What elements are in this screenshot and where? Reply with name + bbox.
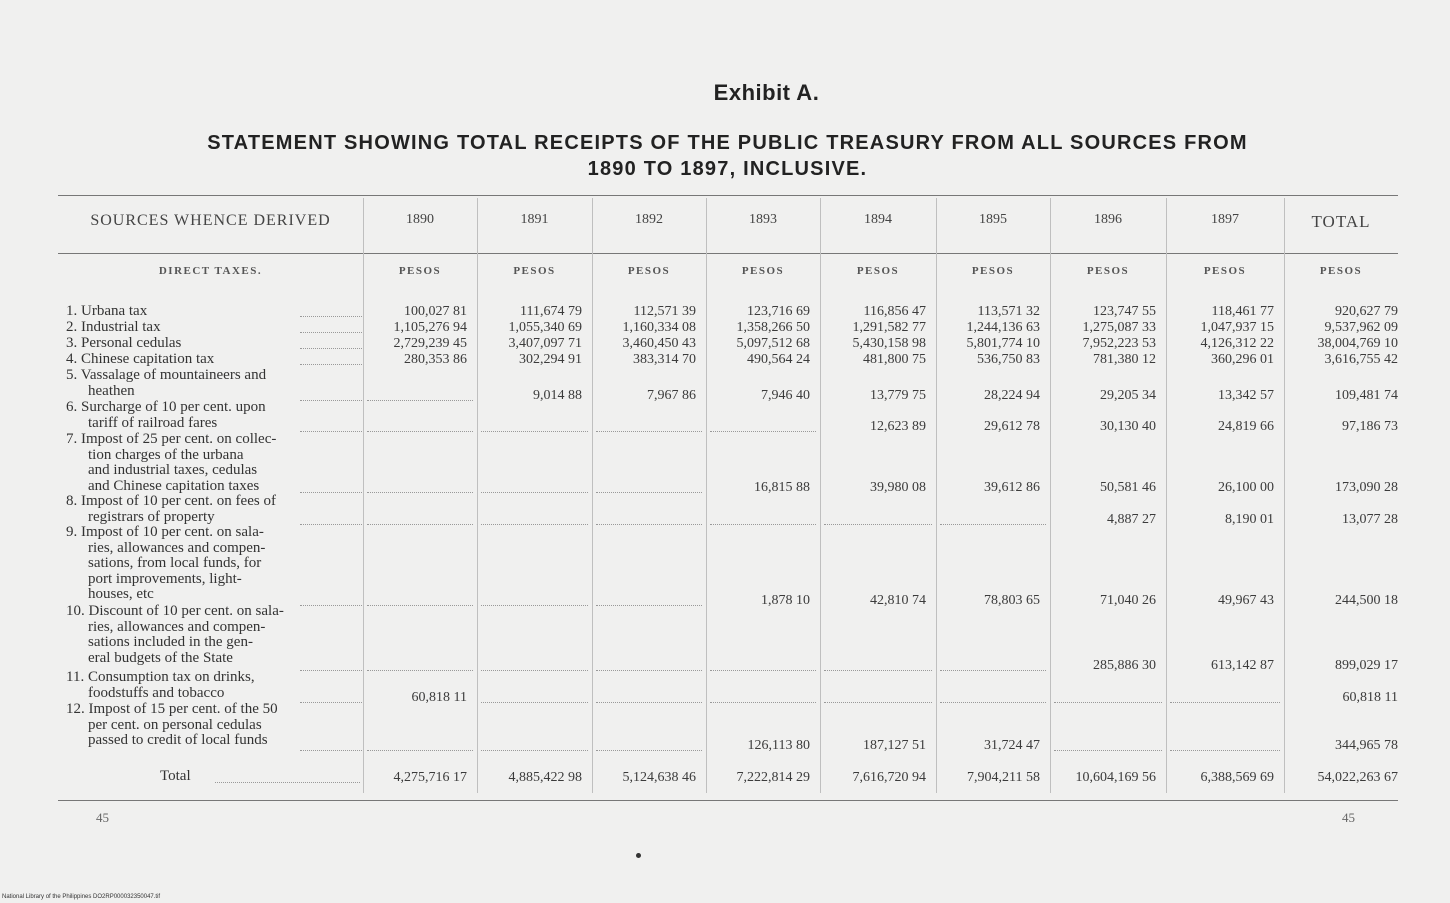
row-total: 9,537,962 09 — [1324, 320, 1398, 335]
statement-title — [100, 130, 1355, 182]
row-label-line: 2. Industrial tax — [66, 319, 161, 335]
cell-value: 1,160,334 08 — [622, 320, 696, 335]
row-label-line: houses, etc — [88, 586, 154, 603]
row-total: 109,481 74 — [1335, 388, 1398, 403]
row-label-line: 1. Urbana tax — [66, 303, 148, 319]
cell-value: 100,027 81 — [404, 304, 467, 319]
row-label-line: tion charges of the urbana — [88, 446, 244, 463]
cell-value: 71,040 26 — [1100, 593, 1156, 608]
cell-value: 360,296 01 — [1211, 352, 1274, 367]
header-year-1895: 1895 — [979, 212, 1007, 227]
table-bottom-rule — [58, 800, 1398, 801]
row-label — [66, 702, 364, 749]
cell-value: 1,358,266 50 — [736, 320, 810, 335]
cell-value: 1,244,136 63 — [966, 320, 1040, 335]
cell-value: 49,967 43 — [1218, 593, 1274, 608]
cell-value: 5,801,774 10 — [966, 336, 1040, 351]
cell-value: 3,460,450 43 — [622, 336, 696, 351]
empty-cell-leader — [940, 524, 1046, 525]
row-label-line: ries, allowances and compen- — [88, 539, 266, 556]
row-label-line: ries, allowances and compen- — [88, 618, 266, 635]
cell-value: 3,407,097 71 — [508, 336, 582, 351]
cell-value: 24,819 66 — [1218, 419, 1274, 434]
cell-value: 123,747 55 — [1093, 304, 1156, 319]
header-year-1896: 1896 — [1094, 212, 1122, 227]
row-label-line: 8. Impost of 10 per cent. on fees of — [66, 493, 276, 509]
label-leader — [300, 492, 362, 493]
cell-value: 4,887 27 — [1107, 512, 1156, 527]
cell-value: 5,430,158 98 — [852, 336, 926, 351]
cell-value: 613,142 87 — [1211, 658, 1274, 673]
cell-value: 118,461 77 — [1211, 304, 1274, 319]
empty-cell-leader — [481, 750, 588, 751]
cell-value: 781,380 12 — [1093, 352, 1156, 367]
cell-value: 112,571 39 — [633, 304, 696, 319]
cell-value: 7,952,223 53 — [1082, 336, 1156, 351]
total-cell: 7,616,720 94 — [852, 770, 926, 785]
table-header-rule — [58, 253, 1398, 254]
row-label-line: tariff of railroad fares — [88, 414, 218, 431]
row-total: 920,627 79 — [1335, 304, 1398, 319]
row-label-line: registrars of property — [88, 508, 215, 525]
cell-value: 16,815 88 — [754, 480, 810, 495]
cell-value: 13,779 75 — [870, 388, 926, 403]
cell-value: 42,810 74 — [870, 593, 926, 608]
row-label-line: 4. Chinese capitation tax — [66, 351, 215, 367]
total-cell: 6,388,569 69 — [1200, 770, 1274, 785]
subheader-pesos: PESOS — [1203, 265, 1247, 277]
label-leader — [300, 316, 362, 317]
cell-value: 1,055,340 69 — [508, 320, 582, 335]
subheader-pesos: PESOS — [741, 265, 785, 277]
empty-cell-leader — [367, 605, 473, 606]
cell-value: 29,205 34 — [1100, 388, 1156, 403]
total-cell: 4,885,422 98 — [508, 770, 582, 785]
row-label-line: port improvements, light- — [88, 570, 242, 587]
empty-cell-leader — [710, 670, 816, 671]
header-year-1894: 1894 — [864, 212, 892, 227]
empty-cell-leader — [1170, 702, 1280, 703]
empty-cell-leader — [596, 492, 702, 493]
total-label: Total — [160, 768, 191, 784]
empty-cell-leader — [710, 524, 816, 525]
row-label-line: 10. Discount of 10 per cent. on sala- — [66, 603, 284, 619]
exhibit-heading: Exhibit A. — [713, 80, 820, 105]
empty-cell-leader — [367, 750, 473, 751]
column-divider — [592, 198, 593, 793]
row-label — [66, 352, 364, 368]
cell-value: 29,612 78 — [984, 419, 1040, 434]
cell-value: 302,294 91 — [519, 352, 582, 367]
cell-value: 126,113 80 — [747, 738, 810, 753]
cell-value: 536,750 83 — [977, 352, 1040, 367]
page-number-right: 45 — [1342, 810, 1355, 825]
row-total: 899,029 17 — [1335, 658, 1398, 673]
label-leader — [300, 750, 362, 751]
empty-cell-leader — [940, 702, 1046, 703]
row-total: 60,818 11 — [1342, 690, 1398, 705]
row-label-line: 6. Surcharge of 10 per cent. upon — [66, 399, 266, 415]
subheader-pesos: PESOS — [398, 265, 442, 277]
cell-value: 1,047,937 15 — [1200, 320, 1274, 335]
row-label-line: sations included in the gen- — [88, 634, 253, 651]
cell-value: 280,353 86 — [404, 352, 467, 367]
header-source: SOURCES WHENCE DERIVED — [90, 212, 331, 229]
empty-cell-leader — [481, 670, 588, 671]
subheader-pesos: PESOS — [513, 265, 556, 277]
row-label-line: 12. Impost of 15 per cent. of the 50 — [66, 701, 278, 717]
row-label-line: eral budgets of the State — [88, 649, 233, 666]
header-total: TOTAL — [1311, 212, 1371, 231]
row-label-line: and industrial taxes, cedulas — [88, 462, 258, 479]
cell-value: 9,014 88 — [533, 388, 582, 403]
cell-value: 111,674 79 — [520, 304, 582, 319]
row-label-line: passed to credit of local funds — [88, 732, 268, 749]
empty-cell-leader — [367, 400, 473, 401]
subheader-pesos: PESOS — [627, 265, 671, 277]
cell-value: 7,946 40 — [761, 388, 810, 403]
label-leader — [300, 348, 362, 349]
cell-value: 13,342 57 — [1218, 388, 1274, 403]
empty-cell-leader — [596, 750, 702, 751]
row-label-line: and Chinese capitation taxes — [88, 477, 260, 494]
cell-value: 50,581 46 — [1100, 480, 1156, 495]
cell-value: 187,127 51 — [863, 738, 926, 753]
row-label — [66, 670, 364, 701]
empty-cell-leader — [481, 605, 588, 606]
cell-value: 4,126,312 22 — [1200, 336, 1274, 351]
cell-value: 481,800 75 — [863, 352, 926, 367]
row-label — [66, 320, 364, 336]
empty-cell-leader — [481, 524, 588, 525]
row-label — [66, 604, 364, 666]
cell-value: 78,803 65 — [984, 593, 1040, 608]
title-line-2: 1890 TO 1897, INCLUSIVE. — [587, 158, 868, 180]
cell-value: 285,886 30 — [1093, 658, 1156, 673]
empty-cell-leader — [481, 431, 588, 432]
label-leader — [300, 364, 362, 365]
cell-value: 28,224 94 — [984, 388, 1040, 403]
cell-value: 31,724 47 — [984, 738, 1040, 753]
cell-value: 12,623 89 — [870, 419, 926, 434]
row-total: 38,004,769 10 — [1317, 336, 1398, 351]
row-total: 97,186 73 — [1342, 419, 1398, 434]
archive-credit: National Library of the Philippines DO2RP000032350047.tif — [2, 894, 161, 900]
row-label-line: per cent. on personal cedulas — [88, 716, 262, 733]
cell-value: 490,564 24 — [747, 352, 810, 367]
empty-cell-leader — [596, 605, 702, 606]
row-label — [66, 432, 364, 494]
cell-value: 7,967 86 — [647, 388, 696, 403]
empty-cell-leader — [824, 702, 932, 703]
empty-cell-leader — [824, 670, 932, 671]
empty-cell-leader — [367, 670, 473, 671]
cell-value: 26,100 00 — [1218, 480, 1274, 495]
page-number-left: 45 — [96, 810, 109, 825]
total-cell: 7,222,814 29 — [736, 770, 810, 785]
cell-value: 1,105,276 94 — [393, 320, 467, 335]
cell-value: 30,130 40 — [1100, 419, 1156, 434]
total-cell: 10,604,169 56 — [1075, 770, 1156, 785]
grand-total: 54,022,263 67 — [1317, 770, 1398, 785]
empty-cell-leader — [481, 492, 588, 493]
empty-cell-leader — [1054, 702, 1162, 703]
row-label-line: sations, from local funds, for — [88, 555, 262, 572]
empty-cell-leader — [1170, 750, 1280, 751]
empty-cell-leader — [710, 431, 816, 432]
row-total: 13,077 28 — [1342, 512, 1398, 527]
total-leader — [215, 782, 360, 783]
empty-cell-leader — [596, 702, 702, 703]
cell-value: 2,729,239 45 — [393, 336, 467, 351]
empty-cell-leader — [481, 702, 588, 703]
cell-value: 1,878 10 — [761, 593, 810, 608]
row-label-line: 9. Impost of 10 per cent. on sala- — [66, 524, 264, 540]
row-label-line: heathen — [88, 382, 135, 399]
row-label — [66, 400, 364, 431]
row-total: 3,616,755 42 — [1324, 352, 1398, 367]
cell-value: 113,571 32 — [977, 304, 1040, 319]
empty-cell-leader — [596, 431, 702, 432]
header-year-1890: 1890 — [406, 212, 434, 227]
cell-value: 1,275,087 33 — [1082, 320, 1156, 335]
row-label-line: 5. Vassalage of mountaineers and — [66, 367, 267, 383]
label-leader — [300, 332, 362, 333]
cell-value: 123,716 69 — [747, 304, 810, 319]
total-cell: 7,904,211 58 — [967, 770, 1040, 785]
empty-cell-leader — [367, 492, 473, 493]
row-label-line: foodstuffs and tobacco — [88, 684, 225, 701]
cell-value: 8,190 01 — [1225, 512, 1274, 527]
header-year-1891: 1891 — [520, 212, 549, 227]
title-line-1: STATEMENT SHOWING TOTAL RECEIPTS OF THE PUBLIC TREASURY FROM ALL SOURCES FROM — [207, 132, 1248, 154]
empty-cell-leader — [596, 524, 702, 525]
subheader-pesos: PESOS — [1086, 265, 1130, 277]
table-top-rule — [58, 195, 1398, 196]
total-cell: 5,124,638 46 — [622, 770, 696, 785]
row-label — [66, 368, 364, 399]
empty-cell-leader — [367, 431, 473, 432]
cell-value: 60,818 11 — [411, 690, 467, 705]
empty-cell-leader — [1054, 750, 1162, 751]
cell-value: 39,612 86 — [984, 480, 1040, 495]
row-label-line: 11. Consumption tax on drinks, — [66, 669, 255, 685]
row-total: 344,965 78 — [1335, 738, 1398, 753]
subheader-direct-taxes: DIRECT TAXES. — [158, 265, 263, 277]
total-cell: 4,275,716 17 — [393, 770, 467, 785]
cell-value: 39,980 08 — [870, 480, 926, 495]
empty-cell-leader — [367, 524, 473, 525]
row-total: 173,090 28 — [1335, 480, 1398, 495]
subheader-pesos: PESOS — [971, 265, 1015, 277]
row-label — [66, 525, 364, 603]
empty-cell-leader — [596, 670, 702, 671]
row-label-line: 3. Personal cedulas — [66, 335, 182, 351]
empty-cell-leader — [710, 702, 816, 703]
row-label — [66, 304, 364, 320]
cell-value: 5,097,512 68 — [736, 336, 810, 351]
column-divider — [477, 198, 478, 793]
cell-value: 383,314 70 — [633, 352, 696, 367]
cell-value: 116,856 47 — [863, 304, 926, 319]
row-label-line: 7. Impost of 25 per cent. on collec- — [66, 431, 277, 447]
row-total: 244,500 18 — [1335, 593, 1398, 608]
cell-value: 1,291,582 77 — [852, 320, 926, 335]
row-label — [66, 494, 364, 525]
empty-cell-leader — [940, 670, 1046, 671]
subheader-pesos: PESOS — [856, 265, 900, 277]
ink-speck — [636, 853, 641, 858]
subheader-pesos: PESOS — [1319, 265, 1363, 277]
empty-cell-leader — [824, 524, 932, 525]
header-year-1893: 1893 — [749, 212, 777, 227]
header-year-1897: 1897 — [1211, 212, 1239, 227]
header-year-1892: 1892 — [635, 212, 663, 227]
row-label — [66, 336, 364, 352]
